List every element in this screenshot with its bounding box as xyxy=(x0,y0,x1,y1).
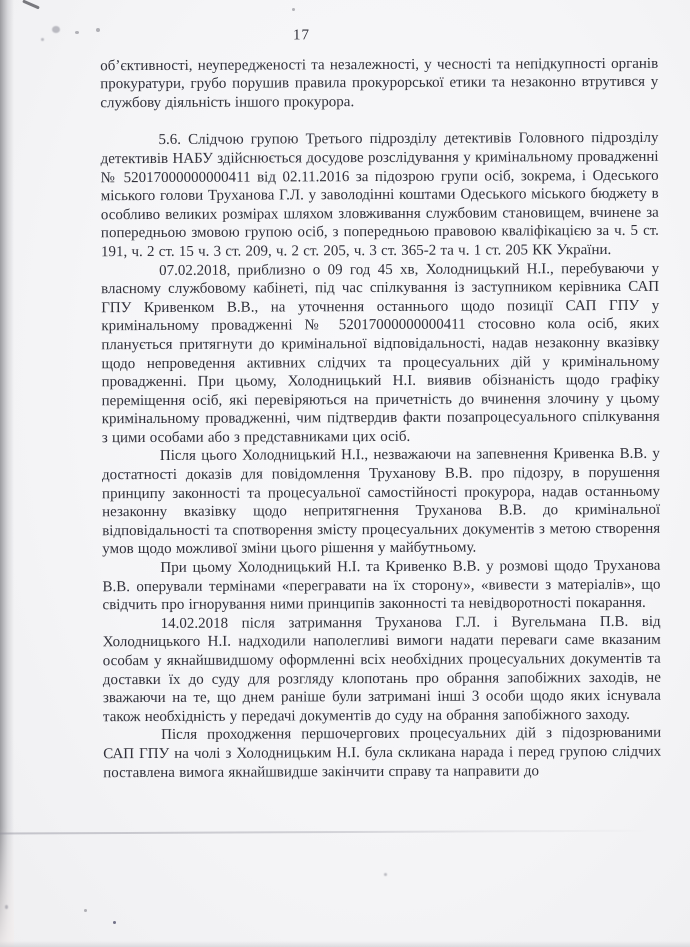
scan-speckle xyxy=(5,905,8,909)
body-paragraph: 5.6. Слідчою групою Третього підрозділу детективів Головного підрозділу детективів НАБУ здійснюється досудове розслідування у кримінальному провадженні № 52017000000000411 від 02.11.2016 за підозрою групи осіб, зокрема, і Одеського міського голови Труханова Г.Л. у заволодінні коштами Одеського міського бюджету в особливо великих розмірах шляхом зловживання службовим становищем, вчинене за попередньою змовою групою осіб, з попередньою правовою кваліфікацією за ч. 5 ст. 191, ч. 2 ст. 15 ч. 3 ст. 209, ч. 2 ст. 205, ч. 3 ст. 365-2 та ч. 1 ст. 205 КК України. xyxy=(100,130,659,261)
scan-speckle xyxy=(113,921,116,924)
body-paragraph: 07.02.2018, приблизно о 09 год 45 хв, Холодницький Н.І., перебуваючи у власному службовому кабінеті, під час спілкування із заступником керівника САП ГПУ Кривенком В.В., на уточнення останнього щодо позиції САП ГПУ у кримінальному провадженні № 52017000000000411 стосовно кола осіб, яких планується притягнути до кримінальної відповідальності, надав незаконну вказівку щодо непроведення активних слідчих та процесуальних дій у кримінальному провадженні. При цьому, Холодницький Н.І. виявив обізнаність щодо графіку переміщення осіб, які перевіряються на причетність до вчинення злочину у цьому кримінальному провадженні, чим підтвердив факти позапроцесуального спілкування з цими особами або з представниками цих осіб. xyxy=(101,260,660,447)
scan-speckle xyxy=(292,8,295,11)
scan-speckle xyxy=(75,31,79,34)
document-text-block xyxy=(100,25,661,783)
scan-speckle xyxy=(84,909,87,912)
scan-speckle xyxy=(52,26,60,33)
page-bottom-edge-shadow xyxy=(0,941,690,947)
scan-speckle xyxy=(384,873,387,876)
body-paragraph: Після цього Холодницький Н.І., незважаючи на запевнення Кривенка В.В. у достатності доказів для повідомлення Труханову В.В. про підозру, в порушення принципу законності та процесуальної самостійності прокурора, надав останньому незаконну вказівку щодо непритягнення Труханова В.В. до кримінальної відповідальності та спотворення змісту процесуальних документів з метою створення умов щодо можливої зміни цього рішення у майбутньому. xyxy=(101,446,661,558)
body-paragraph: об’єктивності, неупередженості та незалежності, у чесності та непідкупності органів прокуратури, грубо порушив правила прокурорської етики та незаконно втрутився у службову діяльність іншого прокурора. xyxy=(100,55,659,111)
body-paragraph: 14.02.2018 після затримання Труханова Г.Л. і Вугельмана П.В. від Холодницького Н.І. надходили наполегливі вимоги надати переваги саме вказаним особам у якнайшвидшому оформленні всіх необхідних процесуальних документів та доставки їх до суду для розгляду клопотань про обрання запобіжних заходів, не зважаючи на те, що днем раніше були затримані інші 3 особи щодо яких існувала також необхідність у передачі документів до суду на обрання запобіжного заходу. xyxy=(102,613,661,725)
document-body xyxy=(100,54,661,782)
scan-speckle xyxy=(41,38,44,41)
body-paragraph: При цьому Холодницький Н.І. та Кривенко В.В. у розмові щодо Труханова В.В. оперували термінами «перегравати на їх сторону», «вивести з матеріалів», що свідчить про ігнорування ними принципів законності та невідворотності покарання. xyxy=(102,557,661,614)
scan-crease-line xyxy=(0,829,690,834)
page-number: 17 xyxy=(293,27,311,44)
page-left-edge-fade xyxy=(0,827,14,947)
body-paragraph: Після проходження першочергових процесуальних дій з підозрюваними САП ГПУ на чолі з Холодницьким Н.І. була скликана нарада і перед групою слідчих поставлена вимога якнайшвидше закінчити справу та направити до xyxy=(103,725,662,781)
scan-corner-mark xyxy=(22,0,40,10)
page-left-edge-shadow xyxy=(0,0,14,947)
